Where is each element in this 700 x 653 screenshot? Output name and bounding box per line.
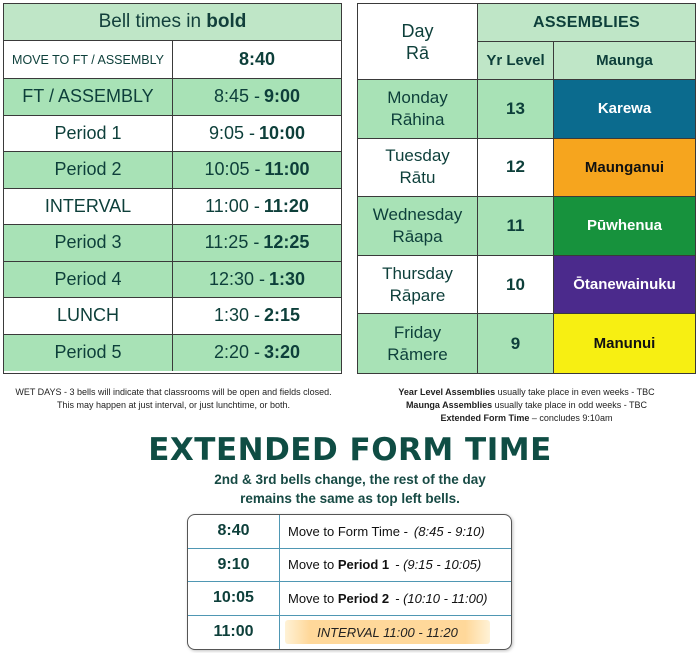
eft-range: - (10:10 - 11:00) — [395, 590, 488, 606]
eft-row — [188, 549, 511, 583]
eft-row — [188, 616, 511, 650]
day-en: Wednesday — [372, 204, 463, 224]
assy-note-line — [357, 386, 696, 399]
bell-row — [4, 298, 341, 335]
bell-row-time — [173, 189, 341, 225]
eft-desc — [280, 524, 511, 539]
assy-note-line — [357, 412, 696, 425]
eft-range: - (9:15 - 10:05) — [395, 557, 482, 573]
assembly-maunga: Manunui — [554, 314, 695, 373]
assembly-row — [358, 314, 695, 373]
assembly-yr: 9 — [478, 314, 554, 373]
day-mi: Rāpare — [389, 285, 446, 305]
assemblies-note — [357, 386, 696, 425]
assembly-day — [358, 139, 478, 197]
bell-row-label: Period 2 — [4, 152, 173, 188]
bell-end: 3:20 — [264, 342, 301, 363]
eft-prefix: Move to Form Time - — [288, 523, 408, 539]
bell-start: 11:00 - — [205, 195, 260, 216]
bell-title-bold: bold — [206, 11, 247, 32]
wet-note-line: This may happen at just interval, or just lunchtime, or both. — [56, 400, 291, 410]
assembly-maunga: Maunganui — [554, 139, 695, 197]
bell-end: 10:00 — [258, 122, 306, 143]
eft-interval-highlight: INTERVAL 11:00 - 11:20 — [285, 620, 490, 644]
assy-note-text: usually take place in odd weeks - TBC — [492, 400, 648, 410]
bell-row-label: Period 5 — [4, 335, 173, 372]
assy-note-text: – concludes 9:10am — [529, 413, 613, 423]
eft-time: 9:10 — [188, 549, 280, 582]
bell-end: 1:30 — [269, 268, 306, 289]
assembly-maunga: Pūwhenua — [554, 197, 695, 255]
maunga-header: Maunga — [554, 42, 695, 79]
bell-row-label: FT / ASSEMBLY — [4, 79, 173, 115]
bell-start: 1:30 - — [213, 305, 260, 326]
bell-row — [4, 189, 341, 226]
assy-note-bold: Year Level Assemblies — [398, 387, 496, 397]
day-mi: Rāmere — [387, 344, 448, 364]
bell-row — [4, 152, 341, 189]
bell-end: 12:25 — [263, 232, 310, 253]
bell-row — [4, 262, 341, 299]
bell-row — [4, 225, 341, 262]
bell-row-time — [173, 225, 341, 261]
bell-row-label: Period 1 — [4, 116, 173, 152]
eft-sub-line: remains the same as top left bells. — [240, 491, 460, 506]
bell-times-title — [4, 4, 341, 41]
day-mi: Rātu — [399, 168, 436, 188]
assembly-day — [358, 197, 478, 255]
eft-time: 11:00 — [188, 616, 280, 650]
assy-note-bold: Extended Form Time — [440, 413, 530, 423]
day-mi: Rāhina — [390, 109, 445, 129]
eft-row — [188, 582, 511, 616]
assembly-row — [358, 256, 695, 315]
bell-row-label: MOVE TO FT / ASSEMBLY — [4, 41, 173, 78]
assembly-maunga: Karewa — [554, 80, 695, 138]
bell-end: 11:20 — [263, 195, 309, 216]
eft-period: Period 1 — [337, 557, 390, 573]
bell-row-time — [173, 116, 341, 152]
day-en: Friday — [393, 322, 442, 342]
day-en: Thursday — [382, 263, 453, 283]
eft-prefix: Move to — [288, 590, 338, 606]
extended-form-time-table — [187, 514, 512, 650]
assembly-yr: 10 — [478, 256, 554, 314]
wet-days-note — [0, 386, 347, 412]
assembly-maunga: Ōtanewainuku — [554, 256, 695, 314]
assembly-day — [358, 256, 478, 314]
bell-start: 9:05 - — [208, 122, 255, 143]
bell-row-label: INTERVAL — [4, 189, 173, 225]
assembly-day — [358, 80, 478, 138]
bell-start: 10:05 - — [204, 159, 261, 180]
day-header-mi: Rā — [405, 42, 429, 63]
bell-row-time — [173, 335, 341, 372]
bell-end: 9:00 — [264, 86, 301, 107]
day-header — [358, 4, 478, 79]
assy-note-line — [357, 399, 696, 412]
bell-row-time — [173, 298, 341, 334]
assembly-yr: 12 — [478, 139, 554, 197]
eft-time: 10:05 — [188, 582, 280, 615]
day-en: Tuesday — [385, 146, 450, 166]
eft-desc — [280, 557, 511, 572]
bell-row-time — [173, 262, 341, 298]
eft-prefix: Move to — [288, 557, 338, 573]
bell-row — [4, 116, 341, 153]
bell-times-table — [3, 3, 342, 374]
bell-start: 2:20 - — [213, 342, 260, 363]
assembly-yr: 13 — [478, 80, 554, 138]
assy-note-text: usually take place in even weeks - TBC — [495, 387, 655, 397]
extended-form-time-title: EXTENDED FORM TIME — [148, 432, 552, 468]
assemblies-table — [357, 3, 696, 374]
assemblies-title: ASSEMBLIES — [478, 4, 695, 42]
bell-row-label: Period 4 — [4, 262, 173, 298]
eft-time: 8:40 — [188, 515, 280, 548]
assembly-row — [358, 139, 695, 198]
eft-sub-line: 2nd & 3rd bells change, the rest of the day — [214, 472, 486, 487]
eft-desc — [280, 591, 511, 606]
bell-end: 2:15 — [264, 305, 301, 326]
eft-range: (8:45 - 9:10) — [413, 523, 485, 539]
assy-note-bold: Maunga Assemblies — [405, 400, 493, 410]
bell-row-label: LUNCH — [4, 298, 173, 334]
assembly-row — [358, 80, 695, 139]
bell-start: 11:25 - — [204, 232, 260, 253]
assemblies-header — [358, 4, 695, 80]
extended-form-time-subtitle — [0, 470, 700, 508]
day-header-en: Day — [401, 20, 434, 41]
day-mi: Rāapa — [392, 226, 443, 246]
assembly-yr: 11 — [478, 197, 554, 255]
day-en: Monday — [387, 87, 448, 107]
assembly-row — [358, 197, 695, 256]
eft-row — [188, 515, 511, 549]
bell-row-label: Period 3 — [4, 225, 173, 261]
bell-start: 12:30 - — [208, 268, 265, 289]
bell-title-text: Bell times in — [98, 11, 202, 32]
bell-row-time — [173, 79, 341, 115]
eft-period: Period 2 — [337, 590, 390, 606]
bell-row — [4, 41, 341, 79]
bell-row — [4, 335, 341, 372]
bell-row — [4, 79, 341, 116]
bell-row-time: 8:40 — [238, 49, 276, 69]
assembly-day — [358, 314, 478, 373]
wet-note-line: WET DAYS - 3 bells will indicate that classrooms will be open and fields closed. — [15, 387, 332, 397]
bell-end: 11:00 — [264, 159, 310, 180]
bell-start: 8:45 - — [213, 86, 260, 107]
bell-row-time — [173, 152, 341, 188]
yr-level-header: Yr Level — [478, 42, 554, 79]
